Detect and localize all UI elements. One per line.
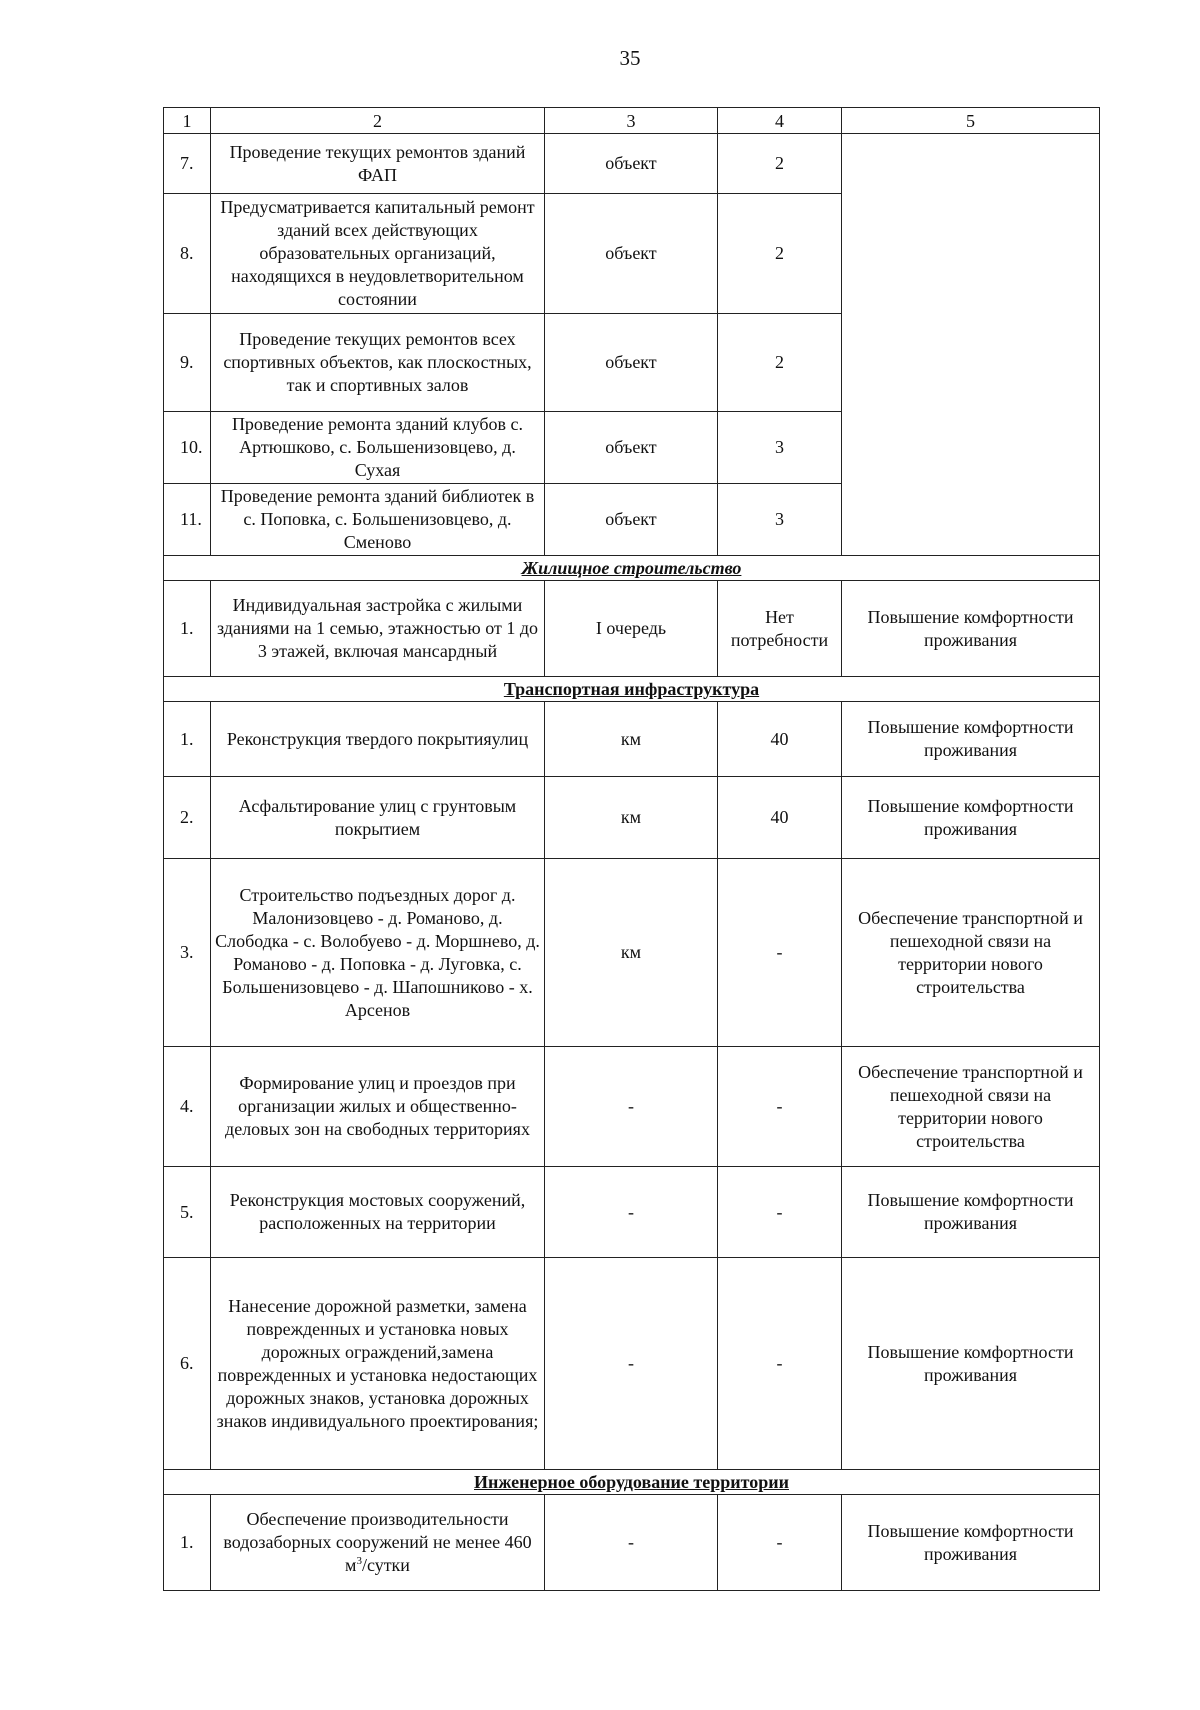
measure-quantity: 40 <box>718 777 842 859</box>
measure-unit: объект <box>545 194 718 314</box>
table-row <box>164 1167 1100 1258</box>
measure-name-unit-suffix: /сутки <box>361 1555 410 1575</box>
measure-quantity: - <box>718 1258 842 1470</box>
table-row <box>164 702 1100 777</box>
measure-name: Формирование улиц и проездов при организации жилых и общественно-деловых зон на свободных территориях <box>211 1047 545 1167</box>
measure-name: Проведение ремонта зданий библиотек в с. Поповка, с. Большенизовцево, д. Сменово <box>211 484 545 556</box>
measure-quantity: - <box>718 859 842 1047</box>
page-number: 35 <box>619 46 641 70</box>
row-number: 10. <box>164 412 211 484</box>
column-number: 5 <box>842 108 1100 134</box>
measure-result: Повышение комфортности проживания <box>842 581 1100 677</box>
measure-quantity: 2 <box>718 134 842 194</box>
measure-result: Повышение комфортности проживания <box>842 1167 1100 1258</box>
cubic-superscript: 3 <box>356 1555 362 1567</box>
measure-quantity: 3 <box>718 484 842 556</box>
measure-unit: - <box>545 1167 718 1258</box>
row-number: 1. <box>164 1495 211 1591</box>
row-number: 7. <box>164 134 211 194</box>
measure-unit: км <box>545 777 718 859</box>
measure-name: Реконструкция мостовых сооружений, расположенных на территории <box>211 1167 545 1258</box>
measure-unit: объект <box>545 314 718 412</box>
column-number: 2 <box>211 108 545 134</box>
section-title-housing: Жилищное строительство <box>164 556 1100 581</box>
row-number: 11. <box>164 484 211 556</box>
section-heading-row <box>164 556 1100 581</box>
section-heading-row <box>164 677 1100 702</box>
measure-result: Обеспечение транспортной и пешеходной связи на территории нового строительства <box>842 859 1100 1047</box>
row-number: 8. <box>164 194 211 314</box>
row-number: 4. <box>164 1047 211 1167</box>
measure-quantity: - <box>718 1047 842 1167</box>
measures-table <box>163 107 1100 1591</box>
section-title-transport: Транспортная инфраструктура <box>164 677 1100 702</box>
table-row <box>164 581 1100 677</box>
measure-quantity: - <box>718 1495 842 1591</box>
section-heading-row <box>164 1470 1100 1495</box>
column-number: 4 <box>718 108 842 134</box>
measure-quantity: 40 <box>718 702 842 777</box>
measure-unit: км <box>545 859 718 1047</box>
measure-quantity: 3 <box>718 412 842 484</box>
measure-unit: объект <box>545 484 718 556</box>
measure-name: Проведение ремонта зданий клубов с. Артюшково, с. Большенизовцево, д. Сухая <box>211 412 545 484</box>
measure-quantity: 2 <box>718 194 842 314</box>
measure-unit: объект <box>545 412 718 484</box>
measure-name: Индивидуальная застройка с жилыми зданиями на 1 семью, этажностью от 1 до 3 этажей, включая мансардный <box>211 581 545 677</box>
section-title-engineering: Инженерное оборудование территории <box>164 1470 1100 1495</box>
column-number-row <box>164 108 1100 134</box>
row-number: 1. <box>164 702 211 777</box>
measure-name-text: Обеспечение производительности водозаборных сооружений не менее 460 м <box>223 1509 532 1575</box>
result-cell-empty <box>842 134 1100 556</box>
table-row <box>164 777 1100 859</box>
row-number: 1. <box>164 581 211 677</box>
measure-name: Проведение текущих ремонтов всех спортивных объектов, как плоскостных, так и спортивных залов <box>211 314 545 412</box>
table-row <box>164 1258 1100 1470</box>
row-number: 3. <box>164 859 211 1047</box>
table-row <box>164 1047 1100 1167</box>
measure-name <box>211 1495 545 1591</box>
row-number: 9. <box>164 314 211 412</box>
column-number: 3 <box>545 108 718 134</box>
row-number: 6. <box>164 1258 211 1470</box>
measure-name: Проведение текущих ремонтов зданий ФАП <box>211 134 545 194</box>
measure-result: Повышение комфортности проживания <box>842 1495 1100 1591</box>
measure-result: Повышение комфортности проживания <box>842 1258 1100 1470</box>
measure-name: Асфальтирование улиц с грунтовым покрытием <box>211 777 545 859</box>
row-number: 2. <box>164 777 211 859</box>
measure-unit: - <box>545 1495 718 1591</box>
measure-name: Строительство подъездных дорог д. Малонизовцево - д. Романово, д. Слободка - с. Волобуево - д. Моршнево, д. Романово - д. Поповка - д. Луговка, с. Большенизовцево - д. Шапошниково - х. Арсенов <box>211 859 545 1047</box>
measure-result: Повышение комфортности проживания <box>842 702 1100 777</box>
measure-quantity: 2 <box>718 314 842 412</box>
measure-unit: - <box>545 1047 718 1167</box>
measure-result: Обеспечение транспортной и пешеходной связи на территории нового строительства <box>842 1047 1100 1167</box>
table-row <box>164 859 1100 1047</box>
measure-quantity: - <box>718 1167 842 1258</box>
measure-unit: объект <box>545 134 718 194</box>
measure-result: Повышение комфортности проживания <box>842 777 1100 859</box>
table-row <box>164 1495 1100 1591</box>
column-number: 1 <box>164 108 211 134</box>
measure-name: Реконструкция твердого покрытияулиц <box>211 702 545 777</box>
measure-name: Предусматривается капитальный ремонт зданий всех действующих образовательных организаций, находящихся в неудовлетворительном состоянии <box>211 194 545 314</box>
row-number: 5. <box>164 1167 211 1258</box>
table-row <box>164 134 1100 194</box>
measure-unit: км <box>545 702 718 777</box>
measure-name: Нанесение дорожной разметки, замена поврежденных и установка новых дорожных ограждений,замена поврежденных и установка недостающих дорожных знаков, установка дорожных знаков индивидуального проектирования; <box>211 1258 545 1470</box>
measure-unit: I очередь <box>545 581 718 677</box>
measure-quantity: Нет потребности <box>718 581 842 677</box>
measure-unit: - <box>545 1258 718 1470</box>
